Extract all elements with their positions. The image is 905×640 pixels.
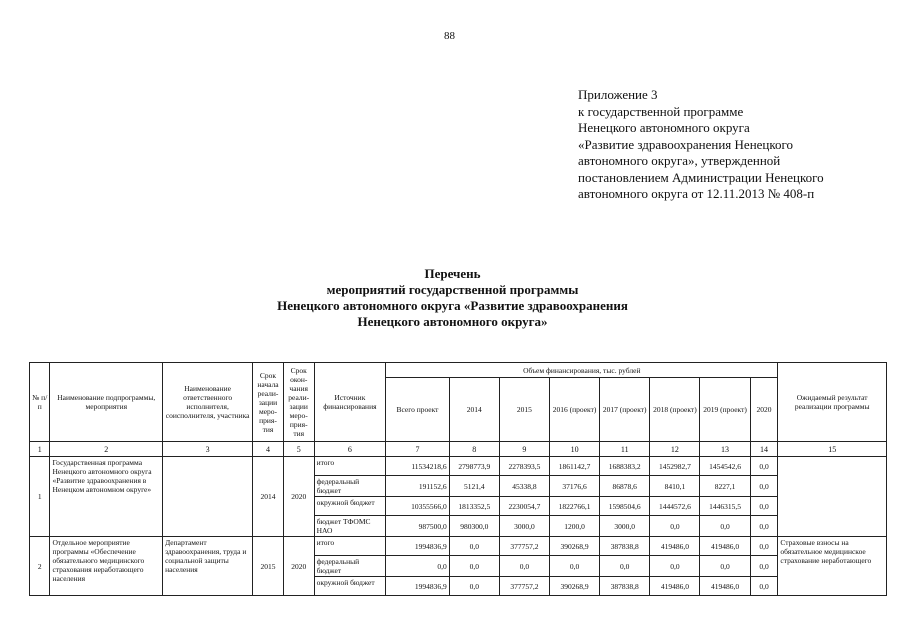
end-year: 2020 [283,537,314,596]
funding-y2019: 1446315,5 [700,497,750,516]
funding-total: 10355566,0 [386,497,449,516]
funding-y2018: 0,0 [650,556,700,577]
row-number: 2 [30,537,50,596]
funding-y2020: 0,0 [750,516,778,537]
row-number: 1 [30,457,50,537]
funding-source: федеральный бюджет [314,476,386,497]
column-number: 11 [600,442,650,457]
funding-y2017: 0,0 [600,556,650,577]
funding-total: 1994836,9 [386,577,449,596]
start-year: 2015 [253,537,284,596]
funding-y2020: 0,0 [750,497,778,516]
measure-name: Отдельное мероприятие программы «Обеспечение обязательного медицинского страхования неработающего населения [50,537,163,596]
funding-y2020: 0,0 [750,476,778,497]
measures-table [29,362,887,596]
funding-source: бюджет ТФОМС НАО [314,516,386,537]
column-number: 12 [650,442,700,457]
funding-source: окружной бюджет [314,497,386,516]
column-number: 7 [386,442,449,457]
funding-y2019: 419486,0 [700,537,750,556]
column-number-row [30,442,887,457]
funding-y2014: 0,0 [449,537,499,556]
appendix-line: постановлением Администрации Ненецкого [578,169,824,185]
column-number: 2 [50,442,163,457]
start-year: 2014 [253,457,284,537]
column-number: 5 [283,442,314,457]
column-number: 6 [314,442,386,457]
expected-result: Страховые взносы на обязательное медицинское страхование неработающего [778,537,887,596]
header-2018: 2018 (проект) [650,378,700,442]
header-start: Срок начала реали-зации меро-прия-тия [253,363,284,442]
header-executor: Наименование ответственного исполнителя, соисполнителя, участника [163,363,253,442]
funding-total: 987500,0 [386,516,449,537]
funding-source: окружной бюджет [314,577,386,596]
funding-y2020: 0,0 [750,457,778,476]
document-title [0,266,905,330]
funding-y2015: 45338,8 [499,476,549,497]
funding-total: 11534218,6 [386,457,449,476]
funding-y2014: 1813352,5 [449,497,499,516]
title-line: мероприятий государственной программы [326,282,579,297]
title-line: Перечень [424,266,481,281]
funding-y2019: 1454542,6 [700,457,750,476]
funding-y2018: 419486,0 [650,577,700,596]
funding-y2015: 2278393,5 [499,457,549,476]
header-2016: 2016 (проект) [550,378,600,442]
funding-y2016: 1822766,1 [550,497,600,516]
title-line: Ненецкого автономного округа «Развитие здравоохранения [277,298,628,313]
column-number: 14 [750,442,778,457]
header-result: Ожидаемый результат реализации программы [778,363,887,442]
funding-y2016: 1861142,7 [550,457,600,476]
header-row [30,363,887,378]
funding-total: 0,0 [386,556,449,577]
funding-y2015: 377757,2 [499,537,549,556]
funding-source: федеральный бюджет [314,556,386,577]
funding-y2019: 0,0 [700,556,750,577]
appendix-line: автономного округа», утвержденной [578,153,781,168]
column-number: 3 [163,442,253,457]
header-2014: 2014 [449,378,499,442]
appendix-line: «Развитие здравоохранения Ненецкого [578,136,794,152]
funding-y2016: 1200,0 [550,516,600,537]
funding-y2015: 377757,2 [499,577,549,596]
funding-y2017: 86878,6 [600,476,650,497]
appendix-note [578,87,898,203]
expected-result [778,457,887,537]
funding-y2018: 1444572,6 [650,497,700,516]
funding-y2017: 387838,8 [600,537,650,556]
funding-y2018: 1452982,7 [650,457,700,476]
funding-y2017: 1598504,6 [600,497,650,516]
funding-y2018: 0,0 [650,516,700,537]
appendix-line: автономного округа от 12.11.2013 № 408-п [578,186,815,201]
table-body [30,363,887,596]
header-end: Срок окон-чания реали-зации меро-прия-тия [283,363,314,442]
funding-y2014: 0,0 [449,577,499,596]
funding-y2019: 0,0 [700,516,750,537]
funding-total: 191152,6 [386,476,449,497]
executor-name [163,457,253,537]
appendix-line: Ненецкого автономного округа [578,120,750,135]
funding-y2020: 0,0 [750,537,778,556]
column-number: 8 [449,442,499,457]
column-number: 4 [253,442,284,457]
column-number: 15 [778,442,887,457]
funding-y2019: 8227,1 [700,476,750,497]
funding-y2017: 3000,0 [600,516,650,537]
measure-name: Государственная программа Ненецкого автономного округа «Развитие здравоохранения в Ненецком автономном округе» [50,457,163,537]
header-source: Источник финансирования [314,363,386,442]
header-2017: 2017 (проект) [600,378,650,442]
funding-y2015: 2230054,7 [499,497,549,516]
funding-y2016: 390268,9 [550,577,600,596]
column-number: 9 [499,442,549,457]
header-2015: 2015 [499,378,549,442]
funding-y2014: 5121,4 [449,476,499,497]
funding-y2020: 0,0 [750,556,778,577]
end-year: 2020 [283,457,314,537]
funding-y2015: 0,0 [499,556,549,577]
page-number: 88 [444,30,455,42]
header-total: Всего проект [386,378,449,442]
title-line: Ненецкого автономного округа» [357,314,548,329]
funding-y2019: 419486,0 [700,577,750,596]
funding-y2014: 2798773,9 [449,457,499,476]
funding-source: итого [314,537,386,556]
column-number: 13 [700,442,750,457]
funding-y2018: 419486,0 [650,537,700,556]
funding-y2016: 0,0 [550,556,600,577]
header-name: Наименование подпрограммы, мероприятия [50,363,163,442]
header-2019: 2019 (проект) [700,378,750,442]
header-2020: 2020 [750,378,778,442]
column-number: 10 [550,442,600,457]
funding-y2016: 37176,6 [550,476,600,497]
column-number: 1 [30,442,50,457]
funding-y2014: 0,0 [449,556,499,577]
table-row [30,457,887,476]
table-row [30,537,887,556]
header-funding-group: Объем финансирования, тыс. рублей [386,363,778,378]
funding-y2014: 980300,0 [449,516,499,537]
appendix-line: Приложение 3 [578,87,658,102]
appendix-line: к государственной программе [578,103,744,119]
funding-y2017: 387838,8 [600,577,650,596]
funding-source: итого [314,457,386,476]
executor-name: Департамент здравоохранения, труда и социальной защиты населения [163,537,253,596]
funding-y2018: 8410,1 [650,476,700,497]
funding-y2016: 390268,9 [550,537,600,556]
funding-total: 1994836,9 [386,537,449,556]
funding-y2020: 0,0 [750,577,778,596]
funding-y2015: 3000,0 [499,516,549,537]
header-num: № п/п [30,363,50,442]
funding-y2017: 1688383,2 [600,457,650,476]
